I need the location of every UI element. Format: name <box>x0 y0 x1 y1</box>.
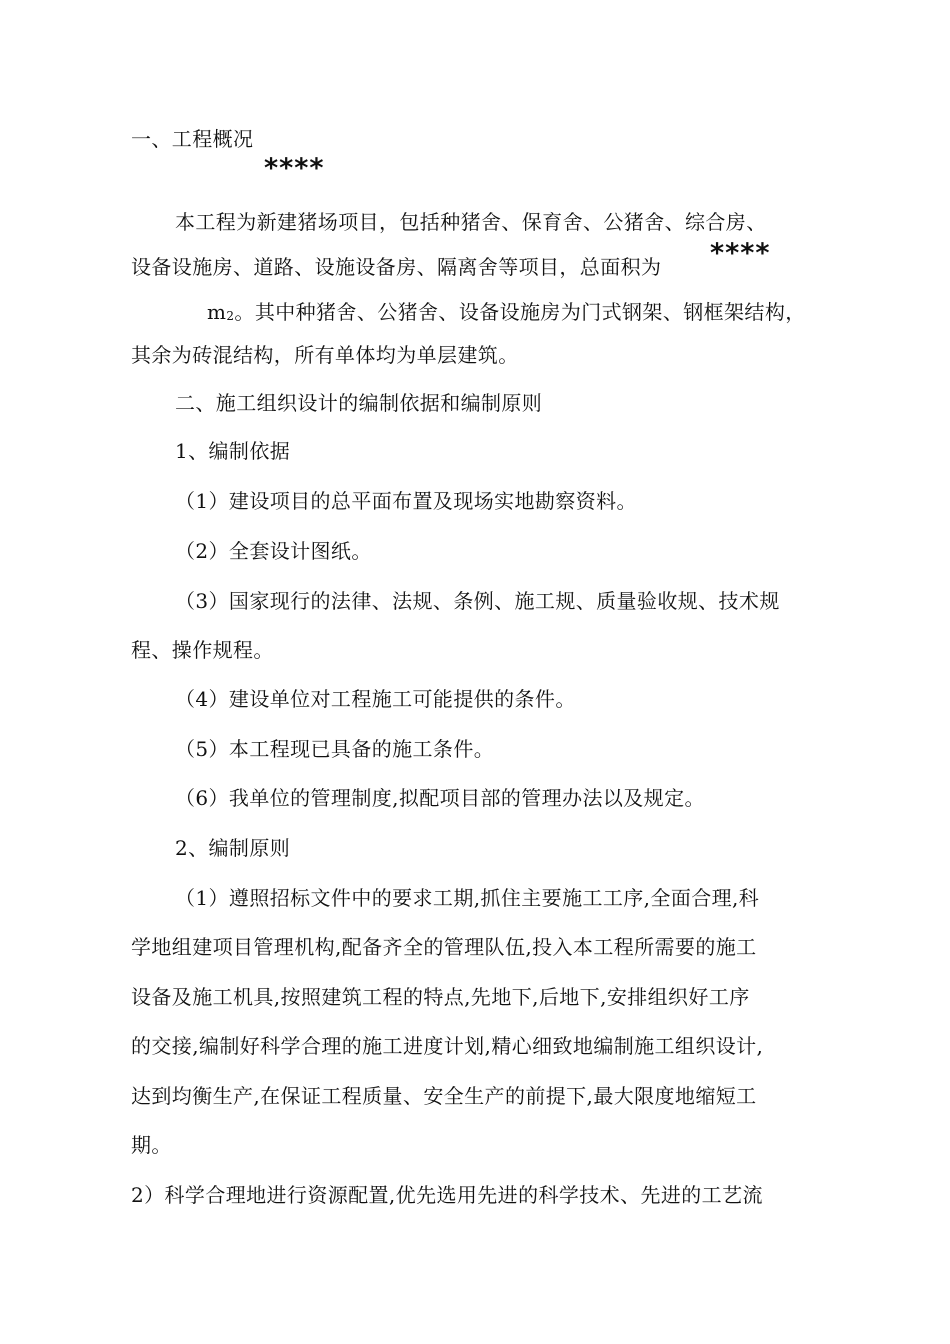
list-item: （6）我单位的管理制度,拟配项目部的管理办法以及规定。 <box>175 786 705 810</box>
paragraph-line: （1）遵照招标文件中的要求工期,抓住主要施工工序,全面合理,科 <box>175 886 760 910</box>
section-heading-overview: 一、工程概况 <box>131 127 254 151</box>
paragraph-line: 2）科学合理地进行资源配置,优先选用先进的科学技术、先进的工艺流 <box>131 1183 763 1207</box>
redacted-mask: **** <box>710 238 771 269</box>
subheading-principles: 2、编制原则 <box>175 836 291 860</box>
paragraph-line: 的交接,编制好科学合理的施工进度计划,精心细致地编制施工组织设计, <box>131 1034 764 1058</box>
redacted-mask: **** <box>264 153 325 184</box>
paragraph-text: 。其中种猪舍、公猪舍、设备设施房为门式钢架、钢框架结构， <box>234 300 806 324</box>
list-item: （4）建设单位对工程施工可能提供的条件。 <box>175 687 576 711</box>
section-heading-basis-principles: 二、施工组织设计的编制依据和编制原则 <box>175 391 543 415</box>
list-item: （2）全套设计图纸。 <box>175 539 372 563</box>
paragraph-line: 达到均衡生产,在保证工程质量、安全生产的前提下,最大限度地缩短工 <box>131 1084 757 1108</box>
list-item: （5）本工程现已具备的施工条件。 <box>175 737 495 761</box>
area-unit: m <box>207 300 227 324</box>
paragraph-line: 期。 <box>131 1133 172 1157</box>
list-item: （1）建设项目的总平面布置及现场实地勘察资料。 <box>175 489 637 513</box>
paragraph-line: 学地组建项目管理机构,配备齐全的管理队伍,投入本工程所需要的施工 <box>131 935 757 959</box>
area-unit-superscript: 2 <box>226 309 235 323</box>
paragraph-line: 设备及施工机具,按照建筑工程的特点,先地下,后地下,安排组织好工序 <box>131 985 750 1009</box>
paragraph-line: 设备设施房、道路、设施设备房、隔离舍等项目，总面积为 <box>131 255 662 279</box>
list-item: （3）国家现行的法律、法规、条例、施工规、质量验收规、技术规 <box>175 589 780 613</box>
paragraph-line: 本工程为新建猪场项目，包括种猪舍、保育舍、公猪舍、综合房、 <box>175 210 767 234</box>
subheading-basis: 1、编制依据 <box>175 439 291 463</box>
paragraph-line <box>207 298 806 330</box>
paragraph-line: 其余为砖混结构，所有单体均为单层建筑。 <box>131 343 519 367</box>
list-item-continuation: 程、操作规程。 <box>131 638 274 662</box>
